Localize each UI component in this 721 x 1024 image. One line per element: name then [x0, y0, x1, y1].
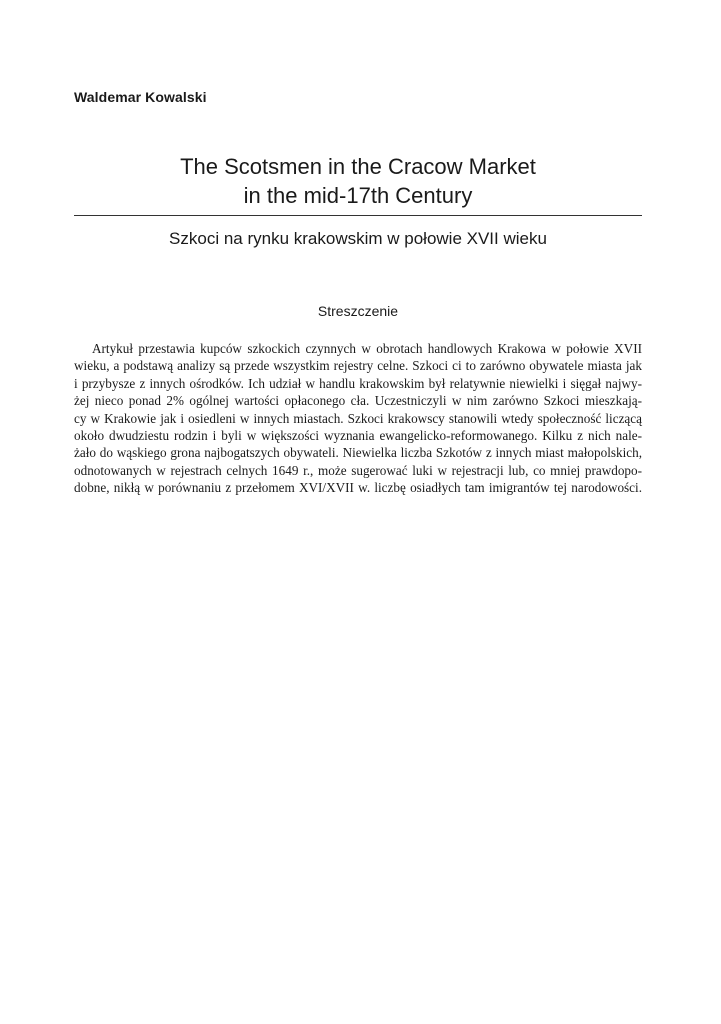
abstract-heading: Streszczenie — [317, 303, 399, 319]
abstract-line: Artykuł przestawia kupców szkockich czynnych w obrotach handlowych Krakowa w połowie XVII — [92, 341, 642, 356]
abstract-line: odnotowanych w rejestrach celnych 1649 r., może sugerować luki w rejestracji lub, co mniej prawdopo- — [74, 462, 642, 478]
title-divider — [74, 215, 642, 216]
abstract-body — [74, 340, 642, 497]
abstract-line: cy w Krakowie jak i osiedleni w innych miastach. Szkoci krakowscy stanowili wtedy społeczność liczącą — [74, 410, 642, 426]
abstract-line: około dwudziestu rodzin i byli w większości wyznania ewangelicko-reformowanego. Kilku z nich nale- — [74, 428, 642, 444]
abstract-line: wieku, a podstawą analizy są przede wszystkim rejestry celne. Szkoci ci to zarówno obywatele miasta jak — [74, 358, 642, 374]
article-title — [74, 152, 642, 210]
abstract-line: dobne, nikłą w porównaniu z przełomem XVI/XVII w. liczbę osiadłych tam imigrantów tej narodowości. — [74, 480, 642, 496]
abstract-line: i przybysze z innych ośrodków. Ich udział w handlu krakowskim był relatywnie niewielki i sięgał najwy- — [74, 375, 642, 391]
article-title-line: in the mid-17th Century — [243, 183, 473, 208]
article-title-line: The Scotsmen in the Cracow Market — [180, 154, 536, 179]
abstract-line: żej nieco ponad 2% ogólnej wartości opłaconego cła. Uczestniczyli w nim zarówno Szkoci mieszkają- — [74, 393, 642, 409]
author-name: Waldemar Kowalski — [74, 89, 207, 105]
article-subtitle: Szkoci na rynku krakowskim w połowie XVII wieku — [169, 229, 547, 248]
abstract-line: żało do wąskiego grona najbogatszych obywateli. Niewielka liczba Szkotów z innych miast małopolskich, — [74, 445, 642, 461]
